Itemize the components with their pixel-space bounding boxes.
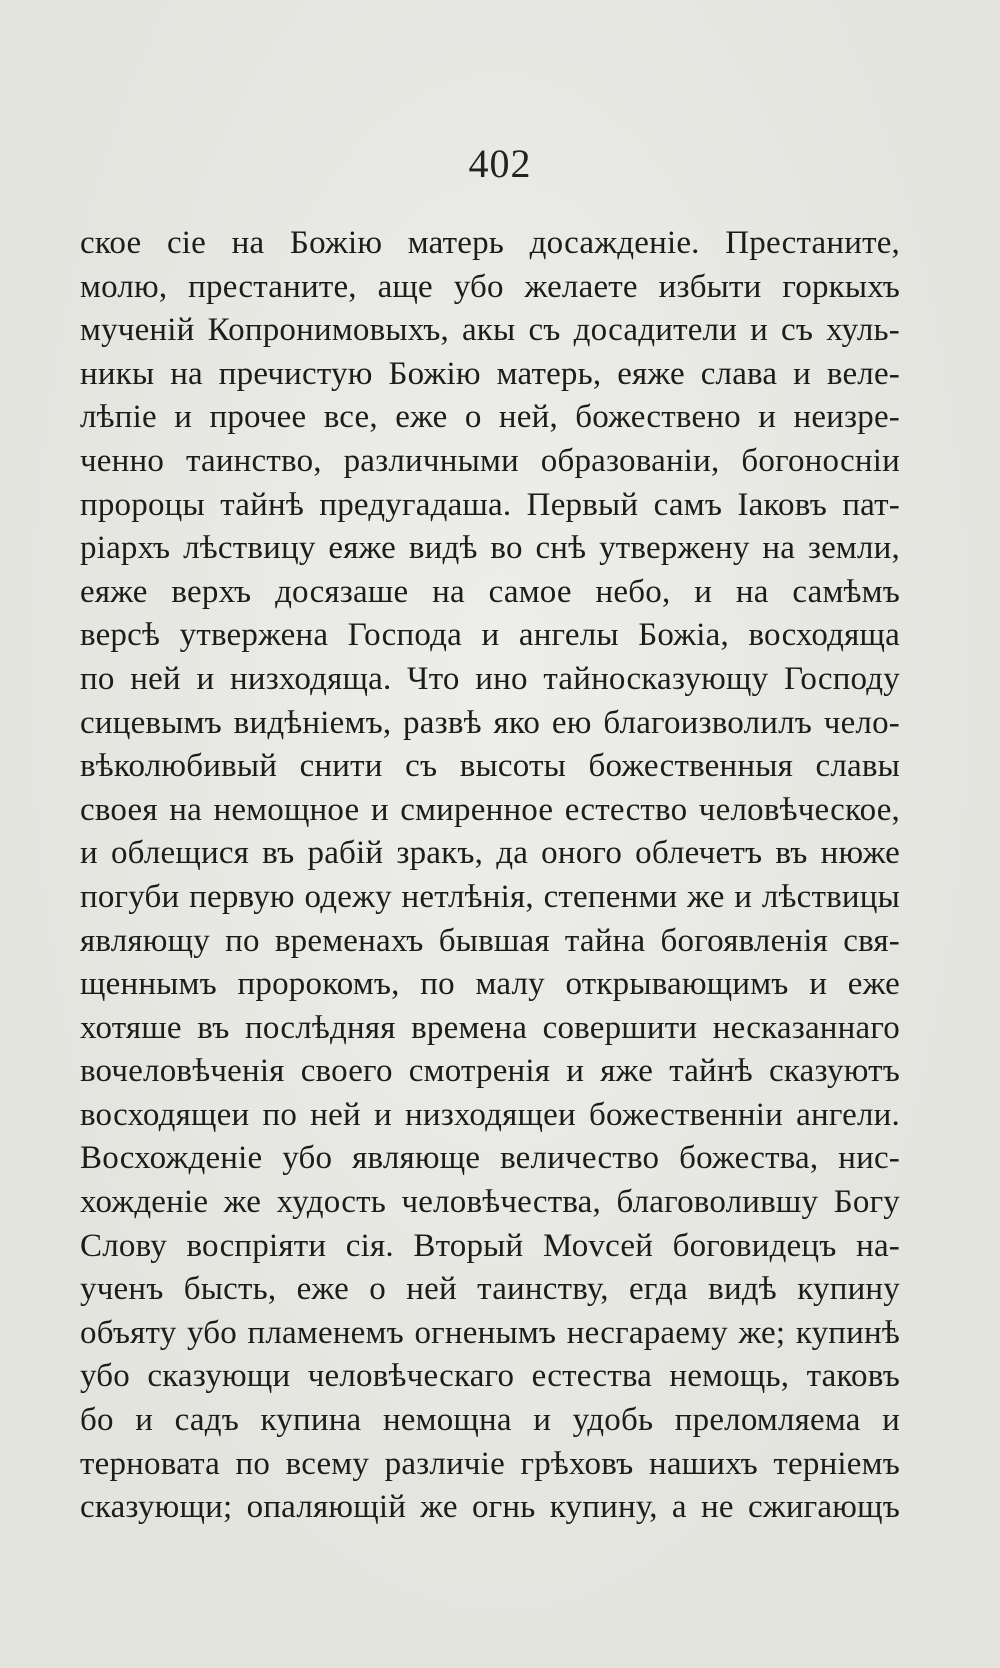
- text-line: ченно таинство, различными образованіи, богоносніи: [80, 442, 900, 479]
- text-line: объяту убо пламенемъ огненымъ несгараему же; купинѣ: [80, 1314, 900, 1351]
- text-line: ріархъ лѣствицу еяже видѣ во снѣ утвержену на земли,: [80, 530, 900, 567]
- text-line: и облещися въ рабій зракъ, да оного облечетъ въ нюже: [80, 835, 900, 872]
- text-line: ское сіе на Божію матерь досажденіе. Престаните,: [80, 225, 900, 261]
- text-line: терновата по всему различіе грѣховъ нашихъ терніемъ: [80, 1445, 900, 1482]
- text-line: еяже верхъ досязаше на самое небо, и на самѣмъ: [80, 573, 900, 610]
- text-line: хожденіе же худость человѣчества, благоволившу Богу: [80, 1184, 900, 1221]
- text-line: лѣпіе и прочее все, еже о ней, божествено и неизре-: [80, 399, 900, 436]
- text-line: сказующи; опаляющій же огнь купину, а не сжигающъ: [80, 1489, 900, 1526]
- text-line: мученій Копронимовыхъ, акы съ досадители и съ хуль-: [80, 312, 900, 349]
- text-line: версѣ утвержена Господа и ангелы Божіа, восходяща: [80, 617, 900, 654]
- text-line: погуби первую одежу нетлѣнія, степенми же и лѣствицы: [80, 878, 900, 915]
- text-line: бо и садъ купина немощна и удобь преломляема и: [80, 1402, 900, 1439]
- text-line: молю, престаните, аще убо желаете избыти горкыхъ: [80, 268, 900, 305]
- text-line: ученъ бысть, еже о ней таинству, егда видѣ купину: [80, 1271, 900, 1308]
- text-line: своея на немощное и смиренное естество человѣческое,: [80, 791, 900, 828]
- body-text: [80, 222, 900, 1530]
- text-line: хотяше въ послѣдняя времена совершити несказаннаго: [80, 1009, 900, 1046]
- text-line: никы на пречистую Божію матерь, еяже слава и веле-: [80, 355, 900, 392]
- text-line: пророцы тайнѣ предугадаша. Первый самъ Іаковъ пат-: [80, 486, 900, 523]
- text-line: по ней и низходяща. Что ино тайносказующу Господу: [80, 660, 900, 697]
- text-line: являющу по временахъ бывшая тайна богоявленія свя-: [80, 922, 900, 959]
- text-line: восходящеи по ней и низходящеи божественніи ангели.: [80, 1096, 900, 1133]
- text-line: вѣколюбивый снити съ высоты божественныя славы: [80, 748, 900, 785]
- text-line: убо сказующи человѣческаго естества немощь, таковъ: [80, 1358, 900, 1395]
- page-number: 402: [468, 141, 532, 186]
- text-line: Восхожденіе убо являюще величество божества, нис-: [80, 1140, 900, 1177]
- text-line: щеннымъ пророкомъ, по малу открывающимъ и еже: [80, 966, 900, 1003]
- text-line: сицевымъ видѣніемъ, развѣ яко ею благоизволилъ чело-: [80, 704, 900, 741]
- text-line: Слову воспріяти сія. Вторый Моvсей боговидецъ на-: [80, 1227, 900, 1264]
- text-line: вочеловѣченія своего смотренія и яже тайнѣ сказуютъ: [80, 1053, 900, 1090]
